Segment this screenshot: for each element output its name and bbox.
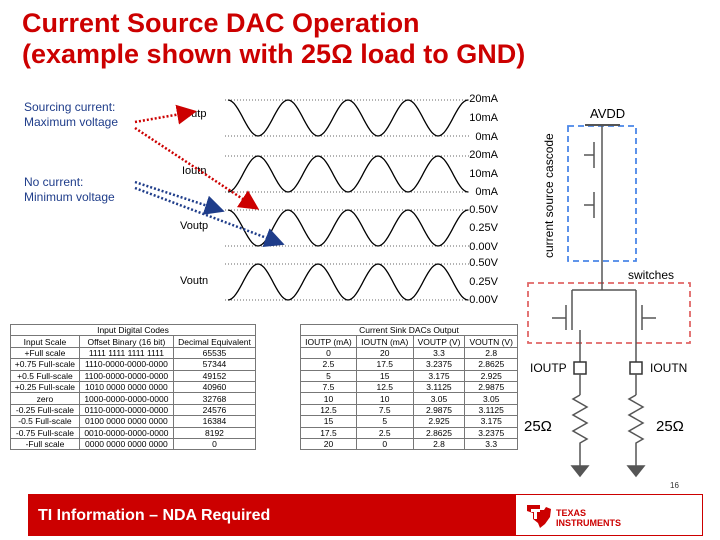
voutn-waveform bbox=[228, 264, 468, 300]
cell: 24576 bbox=[173, 404, 255, 415]
left-resistor bbox=[573, 395, 587, 460]
input-header-binary: Offset Binary (16 bit) bbox=[79, 336, 173, 347]
no-current-note-line-2: Minimum voltage bbox=[24, 190, 115, 204]
table-row bbox=[11, 347, 256, 358]
cell: 10 bbox=[301, 393, 357, 404]
cell: 1110-0000-0000-0000 bbox=[79, 359, 173, 370]
table-row bbox=[301, 438, 518, 449]
cell: 0 bbox=[173, 438, 255, 449]
blue-arrow-voutp bbox=[135, 188, 280, 243]
ioutn-label: IOUTN bbox=[650, 361, 688, 375]
cell: +0.25 Full-scale bbox=[11, 381, 80, 392]
table-row bbox=[11, 438, 256, 449]
cell: 1000-0000-0000-0000 bbox=[79, 393, 173, 404]
cell: 3.05 bbox=[465, 393, 518, 404]
cell: 0000 0000 0000 0000 bbox=[79, 438, 173, 449]
voutn-tick-mid: 0.25V bbox=[469, 276, 498, 288]
voutp-waveform bbox=[228, 210, 468, 246]
cell: 3.3 bbox=[413, 347, 465, 358]
waveforms bbox=[228, 100, 468, 300]
switches-label: switches bbox=[628, 268, 675, 282]
cell: 7.5 bbox=[301, 381, 357, 392]
ti-logo-icon bbox=[524, 501, 554, 531]
voutp-tick-min: 0.00V bbox=[469, 241, 498, 253]
cell: 2.925 bbox=[413, 416, 465, 427]
switches-box bbox=[528, 283, 690, 343]
cell: 2.8625 bbox=[465, 359, 518, 370]
avdd-label: AVDD bbox=[590, 106, 626, 121]
ti-logo-box bbox=[515, 494, 703, 536]
cell: +0.75 Full-scale bbox=[11, 359, 80, 370]
cell: 3.05 bbox=[413, 393, 465, 404]
table-row bbox=[301, 381, 518, 392]
cell: 2.8 bbox=[465, 347, 518, 358]
no-current-note-line-1: No current: bbox=[24, 175, 84, 189]
table-row bbox=[11, 370, 256, 381]
input-codes-table bbox=[10, 324, 256, 450]
cell: 16384 bbox=[173, 416, 255, 427]
voutp-tick-max: 0.50V bbox=[469, 204, 498, 216]
red-arrow-voutp bbox=[135, 128, 255, 207]
table-row bbox=[11, 381, 256, 392]
sourcing-note-line-1: Sourcing current: bbox=[24, 100, 116, 114]
cell: 3.1125 bbox=[413, 381, 465, 392]
cell: 7.5 bbox=[356, 404, 413, 415]
table-row bbox=[301, 370, 518, 381]
output-table-title: Current Sink DACs Output bbox=[301, 325, 518, 336]
ioutn-waveform bbox=[228, 156, 468, 192]
cell: 2.8 bbox=[413, 438, 465, 449]
voutn-tick-min: 0.00V bbox=[469, 294, 498, 306]
input-header-scale: Input Scale bbox=[11, 336, 80, 347]
annotation-arrows bbox=[135, 112, 280, 243]
cell: 3.2375 bbox=[413, 359, 465, 370]
ioutn-tick-max: 20mA bbox=[469, 149, 498, 161]
cell: 40960 bbox=[173, 381, 255, 392]
cell: 3.175 bbox=[465, 416, 518, 427]
output-header-ioutn: IOUTN (mA) bbox=[356, 336, 413, 347]
table-row bbox=[301, 393, 518, 404]
table-row bbox=[301, 416, 518, 427]
cell: 57344 bbox=[173, 359, 255, 370]
right-ground-arrow bbox=[628, 460, 644, 476]
cell: 8192 bbox=[173, 427, 255, 438]
cell: 10 bbox=[356, 393, 413, 404]
voutn-wave-label: Voutn bbox=[180, 275, 209, 287]
ioutn-tick-min: 0mA bbox=[475, 186, 498, 198]
input-header-decimal: Decimal Equivalent bbox=[173, 336, 255, 347]
cell: 3.2375 bbox=[465, 427, 518, 438]
right-load-label: 25Ω bbox=[656, 418, 684, 435]
cell: 3.3 bbox=[465, 438, 518, 449]
output-header-voutn: VOUTN (V) bbox=[465, 336, 518, 347]
ti-logo-text bbox=[556, 508, 621, 528]
nda-banner: TI Information – NDA Required bbox=[28, 494, 518, 536]
cell: 3.1125 bbox=[465, 404, 518, 415]
cell: 0 bbox=[301, 347, 357, 358]
cell: -0.75 Full-scale bbox=[11, 427, 80, 438]
left-ground-arrow bbox=[572, 460, 588, 476]
output-header-voutp: VOUTP (V) bbox=[413, 336, 465, 347]
cell: 12.5 bbox=[301, 404, 357, 415]
cell: 2.8625 bbox=[413, 427, 465, 438]
ti-logo-line-1: TEXAS bbox=[556, 508, 587, 518]
dac-output-table bbox=[300, 324, 518, 450]
ioutn-wave-label: Ioutn bbox=[182, 165, 207, 177]
red-arrow-ioutp bbox=[135, 112, 192, 122]
voutn-tick-max: 0.50V bbox=[469, 257, 498, 269]
cell: -0.25 Full-scale bbox=[11, 404, 80, 415]
table-row bbox=[301, 427, 518, 438]
table-row bbox=[301, 404, 518, 415]
input-table-title: Input Digital Codes bbox=[11, 325, 256, 336]
sourcing-note-line-2: Maximum voltage bbox=[24, 115, 119, 129]
cell: +0.5 Full-scale bbox=[11, 370, 80, 381]
cell: 49152 bbox=[173, 370, 255, 381]
cell: 3.175 bbox=[413, 370, 465, 381]
cell: 5 bbox=[356, 416, 413, 427]
ioutp-tick-min: 0mA bbox=[475, 131, 498, 143]
cell: 0010-0000-0000-0000 bbox=[79, 427, 173, 438]
table-row bbox=[11, 404, 256, 415]
ioutn-pin bbox=[630, 362, 642, 374]
title-line-1: Current Source DAC Operation bbox=[22, 8, 420, 38]
table-row bbox=[11, 427, 256, 438]
cell: 1100-0000-0000-0000 bbox=[79, 370, 173, 381]
left-load-label: 25Ω bbox=[524, 418, 552, 435]
cell: 2.9875 bbox=[465, 381, 518, 392]
cell: 5 bbox=[301, 370, 357, 381]
title-line-2: (example shown with 25Ω load to GND) bbox=[22, 39, 526, 69]
output-header-ioutp: IOUTP (mA) bbox=[301, 336, 357, 347]
cell: -Full scale bbox=[11, 438, 80, 449]
cell: 17.5 bbox=[301, 427, 357, 438]
cell: 20 bbox=[301, 438, 357, 449]
cell: 2.925 bbox=[465, 370, 518, 381]
dotted-gridlines bbox=[225, 100, 470, 300]
cell: +Full scale bbox=[11, 347, 80, 358]
table-row bbox=[11, 416, 256, 427]
cell: 0100 0000 0000 0000 bbox=[79, 416, 173, 427]
cell: 15 bbox=[301, 416, 357, 427]
cell: 2.5 bbox=[356, 427, 413, 438]
table-row bbox=[11, 359, 256, 370]
cell: 2.5 bbox=[301, 359, 357, 370]
voutp-tick-mid: 0.25V bbox=[469, 222, 498, 234]
ioutp-waveform bbox=[228, 100, 468, 136]
right-resistor bbox=[629, 395, 643, 460]
cell: zero bbox=[11, 393, 80, 404]
cell: 1010 0000 0000 0000 bbox=[79, 381, 173, 392]
ioutp-tick-max: 20mA bbox=[469, 93, 498, 105]
cascode-label: current source cascode bbox=[542, 133, 556, 258]
cell: 17.5 bbox=[356, 359, 413, 370]
cell: 65535 bbox=[173, 347, 255, 358]
cell: 0110-0000-0000-0000 bbox=[79, 404, 173, 415]
table-row bbox=[301, 359, 518, 370]
ti-logo-line-2: INSTRUMENTS bbox=[556, 518, 621, 528]
ioutn-tick-mid: 10mA bbox=[469, 168, 498, 180]
blue-arrow-ioutn bbox=[135, 182, 220, 210]
table-row bbox=[301, 347, 518, 358]
ioutp-label: IOUTP bbox=[530, 361, 567, 375]
ioutp-tick-mid: 10mA bbox=[469, 112, 498, 124]
cell: 32768 bbox=[173, 393, 255, 404]
footer bbox=[10, 494, 710, 540]
cell: 15 bbox=[356, 370, 413, 381]
cell: 0 bbox=[356, 438, 413, 449]
voutp-wave-label: Voutp bbox=[180, 220, 209, 232]
cell: 20 bbox=[356, 347, 413, 358]
cell: 12.5 bbox=[356, 381, 413, 392]
table-row bbox=[11, 393, 256, 404]
cell: 1111 1111 1111 1111 bbox=[79, 347, 173, 358]
ioutp-pin bbox=[574, 362, 586, 374]
cell: 2.9875 bbox=[413, 404, 465, 415]
page-number: 16 bbox=[670, 481, 679, 490]
cell: -0.5 Full-scale bbox=[11, 416, 80, 427]
ioutp-wave-label: Ioutp bbox=[182, 108, 207, 120]
